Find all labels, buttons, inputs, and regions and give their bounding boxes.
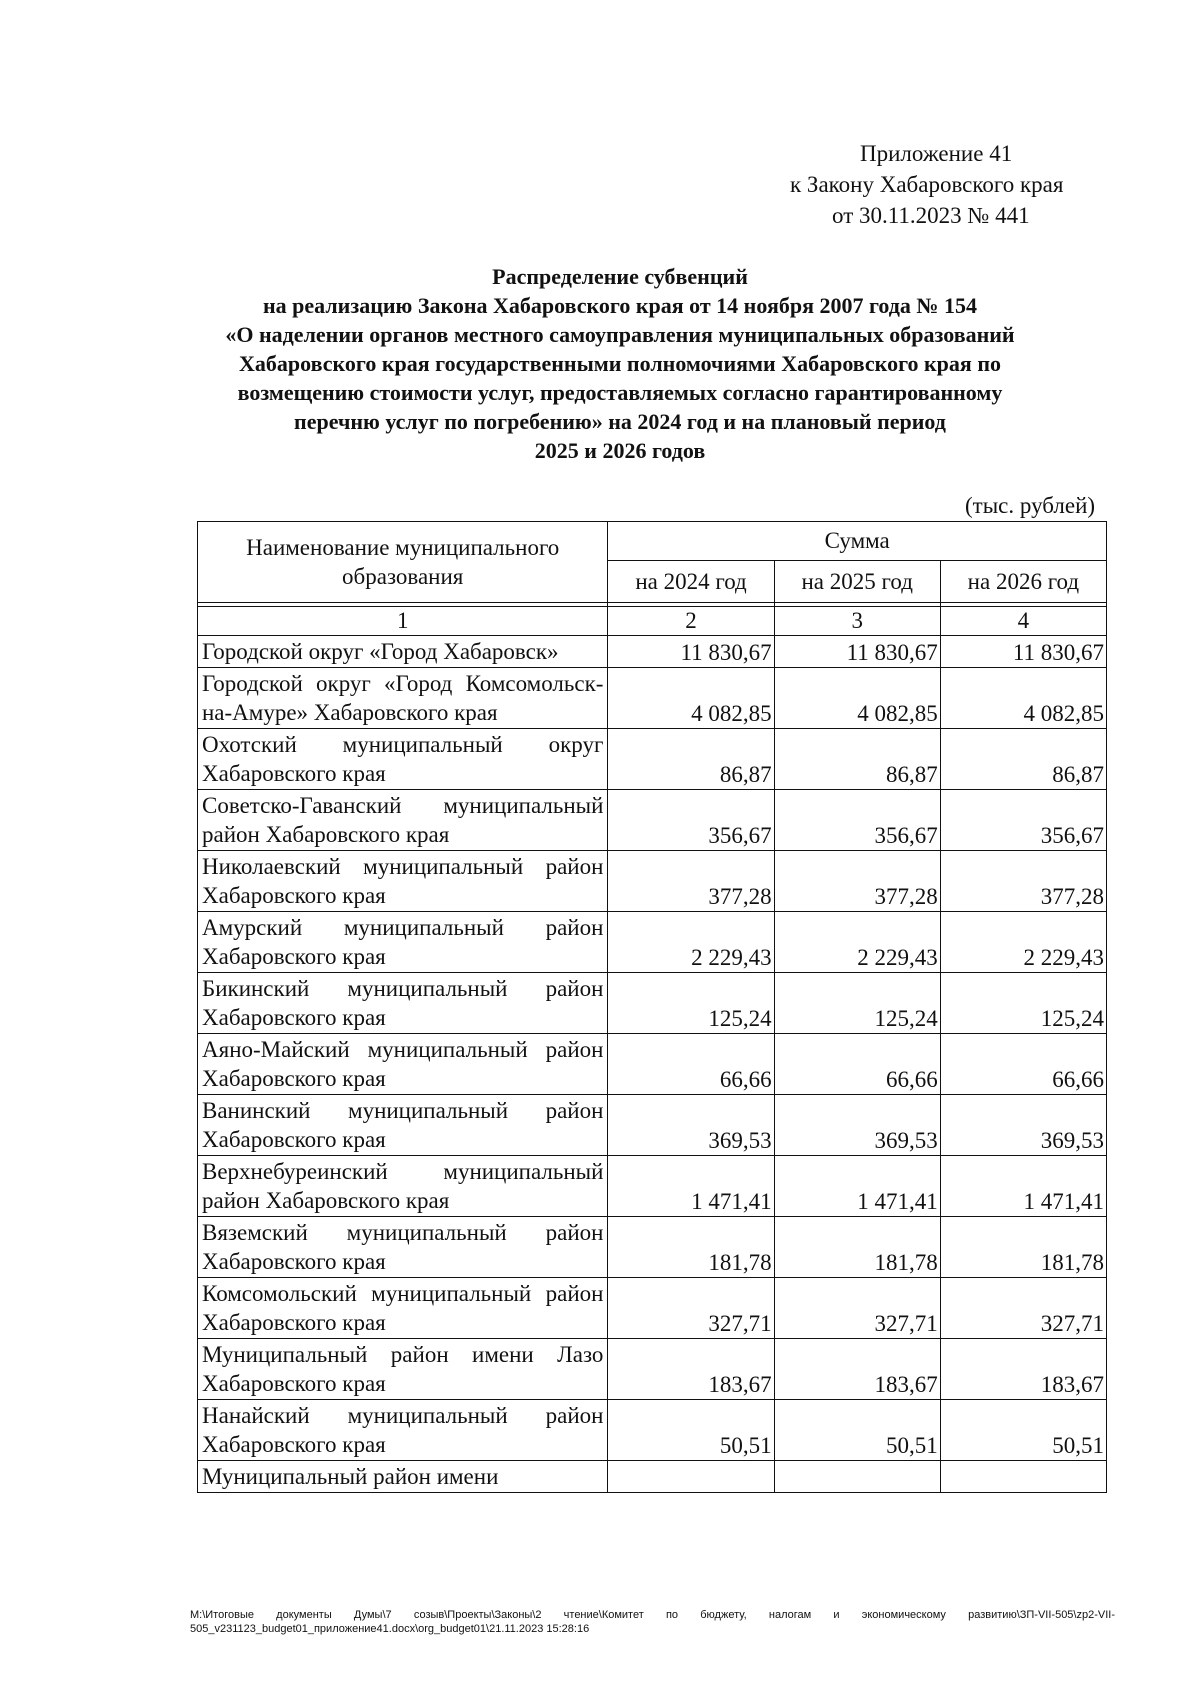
title-line: возмещению стоимости услуг, предоставляемых согласно гарантированному [237, 380, 1003, 405]
column-numbers-row [198, 607, 1107, 636]
municipality-name: Комсомольский муниципальный район Хабаровского края [198, 1278, 608, 1339]
value-2026: 125,24 [940, 973, 1106, 1034]
value-2026: 369,53 [940, 1095, 1106, 1156]
file-path-footer: M:\Итоговые документы Думы\7 созыв\Проекты\Законы\2 чтение\Комитет по бюджету, налогам и экономическому развитию\ЗП-VII-505\zp2-VII-505_v231123_budget01_приложение41.docx\org_budget01\21.11.2023 15:28:16 [190, 1609, 1115, 1635]
value-2026: 183,67 [940, 1339, 1106, 1400]
value-2026: 86,87 [940, 729, 1106, 790]
subvention-table [197, 521, 1107, 1493]
municipality-name: Ванинский муниципальный район Хабаровского края [198, 1095, 608, 1156]
value-2026: 377,28 [940, 851, 1106, 912]
title-line: перечню услуг по погребению» на 2024 год и на плановый период [294, 409, 946, 434]
header-2024: на 2024 год [608, 561, 774, 603]
value-2024: 327,71 [608, 1278, 774, 1339]
value-2024: 125,24 [608, 973, 774, 1034]
value-2025 [774, 1461, 940, 1493]
value-2025: 66,66 [774, 1034, 940, 1095]
value-2026: 356,67 [940, 790, 1106, 851]
municipality-name: Нанайский муниципальный район Хабаровского края [198, 1400, 608, 1461]
value-2026: 2 229,43 [940, 912, 1106, 973]
value-2026: 11 830,67 [940, 636, 1106, 668]
value-2024: 50,51 [608, 1400, 774, 1461]
value-2025: 181,78 [774, 1217, 940, 1278]
value-2026: 4 082,85 [940, 668, 1106, 729]
value-2026 [940, 1461, 1106, 1493]
municipality-name: Советско-Гаванский муниципальный район Хабаровского края [198, 790, 608, 851]
value-2025: 2 229,43 [774, 912, 940, 973]
municipality-name: Николаевский муниципальный район Хабаровского края [198, 851, 608, 912]
title-line: на реализацию Закона Хабаровского края от 14 ноября 2007 года № 154 [262, 293, 978, 318]
unit-label: (тыс. рублей) [965, 493, 1096, 518]
value-2024: 369,53 [608, 1095, 774, 1156]
header-sum: Сумма [608, 522, 1107, 561]
table-row [198, 1461, 1107, 1493]
table-row [198, 1034, 1107, 1095]
municipality-name: Городской округ «Город Комсомольск-на-Амуре» Хабаровского края [198, 668, 608, 729]
title-line: 2025 и 2026 годов [534, 438, 706, 463]
table-row [198, 1278, 1107, 1339]
value-2026: 50,51 [940, 1400, 1106, 1461]
municipality-name: Верхнебуреинский муниципальный район Хабаровского края [198, 1156, 608, 1217]
document-title [180, 262, 1060, 465]
value-2024: 4 082,85 [608, 668, 774, 729]
header-2026: на 2026 год [940, 561, 1106, 603]
table-row [198, 1156, 1107, 1217]
title-line: Хабаровского края государственными полномочиями Хабаровского края по [239, 351, 1001, 376]
table-row [198, 729, 1107, 790]
title-line: Распределение субвенций [492, 264, 748, 289]
value-2026: 1 471,41 [940, 1156, 1106, 1217]
table-row [198, 636, 1107, 668]
title-line: «О наделении органов местного самоуправления муниципальных образований [225, 322, 1015, 347]
municipality-name: Муниципальный район имени Лазо Хабаровского края [198, 1339, 608, 1400]
column-number: 4 [940, 607, 1106, 636]
value-2026: 66,66 [940, 1034, 1106, 1095]
value-2024: 181,78 [608, 1217, 774, 1278]
header-name: Наименование муниципального образования [198, 522, 608, 603]
municipality-name: Городской округ «Город Хабаровск» [198, 636, 608, 668]
column-number: 1 [198, 607, 608, 636]
value-2024: 1 471,41 [608, 1156, 774, 1217]
value-2024: 183,67 [608, 1339, 774, 1400]
municipality-name: Амурский муниципальный район Хабаровского края [198, 912, 608, 973]
table-row [198, 851, 1107, 912]
table-row [198, 1217, 1107, 1278]
value-2024: 377,28 [608, 851, 774, 912]
value-2025: 50,51 [774, 1400, 940, 1461]
value-2024: 356,67 [608, 790, 774, 851]
value-2025: 4 082,85 [774, 668, 940, 729]
table-row [198, 973, 1107, 1034]
municipality-name: Бикинский муниципальный район Хабаровского края [198, 973, 608, 1034]
header-2025: на 2025 год [774, 561, 940, 603]
table-row [198, 1095, 1107, 1156]
table-row [198, 1339, 1107, 1400]
value-2025: 377,28 [774, 851, 940, 912]
value-2025: 1 471,41 [774, 1156, 940, 1217]
appendix-date: от 30.11.2023 № 441 [832, 203, 1030, 228]
value-2024: 11 830,67 [608, 636, 774, 668]
value-2025: 11 830,67 [774, 636, 940, 668]
appendix-law: к Закону Хабаровского края [790, 172, 1064, 197]
table-row [198, 912, 1107, 973]
value-2024: 66,66 [608, 1034, 774, 1095]
table-row [198, 1400, 1107, 1461]
value-2025: 327,71 [774, 1278, 940, 1339]
value-2025: 86,87 [774, 729, 940, 790]
value-2026: 181,78 [940, 1217, 1106, 1278]
appendix-number: Приложение 41 [860, 141, 1013, 166]
municipality-name: Муниципальный район имени [198, 1461, 608, 1493]
value-2026: 327,71 [940, 1278, 1106, 1339]
municipality-name: Охотский муниципальный округ Хабаровского края [198, 729, 608, 790]
municipality-name: Вяземский муниципальный район Хабаровского края [198, 1217, 608, 1278]
value-2024 [608, 1461, 774, 1493]
column-number: 3 [774, 607, 940, 636]
column-number: 2 [608, 607, 774, 636]
value-2024: 86,87 [608, 729, 774, 790]
value-2025: 356,67 [774, 790, 940, 851]
table-row [198, 790, 1107, 851]
table-row [198, 668, 1107, 729]
value-2025: 369,53 [774, 1095, 940, 1156]
value-2025: 125,24 [774, 973, 940, 1034]
appendix-header [790, 138, 1110, 231]
value-2025: 183,67 [774, 1339, 940, 1400]
value-2024: 2 229,43 [608, 912, 774, 973]
municipality-name: Аяно-Майский муниципальный район Хабаровского края [198, 1034, 608, 1095]
